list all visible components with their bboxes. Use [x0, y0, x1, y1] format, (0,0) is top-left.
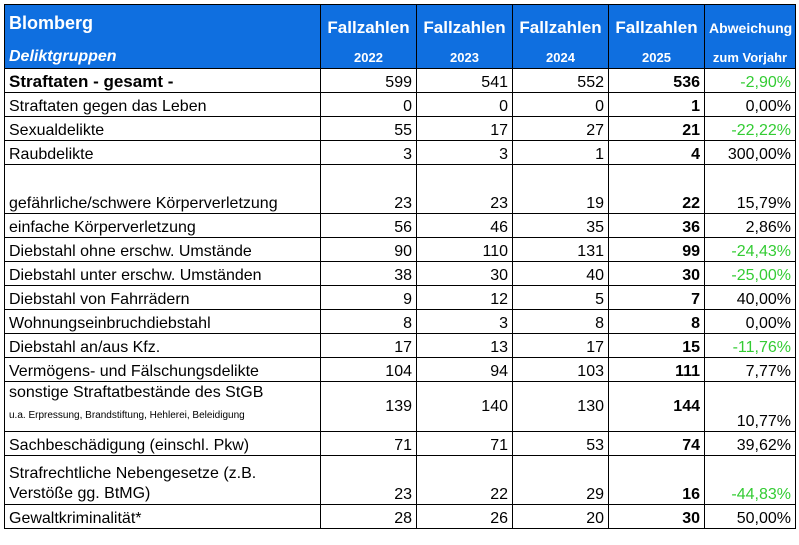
value-2022: 9: [321, 286, 417, 310]
value-2024: 103: [513, 358, 609, 382]
value-2024: 27: [513, 117, 609, 141]
row-label: Straftaten - gesamt -: [5, 69, 321, 93]
value-2024: 20: [513, 505, 609, 529]
value-2023: 3: [417, 310, 513, 334]
value-2025: 16: [609, 456, 705, 505]
table-row: [5, 141, 796, 165]
deviation: 15,79%: [705, 165, 796, 214]
value-2024: 5: [513, 286, 609, 310]
value-2022: 104: [321, 358, 417, 382]
row-label: [5, 382, 321, 432]
value-2023: 541: [417, 69, 513, 93]
table-row: [5, 286, 796, 310]
row-label: Diebstahl an/aus Kfz.: [5, 334, 321, 358]
value-2025: 144: [609, 382, 705, 432]
row-label: Vermögens- und Fälschungsdelikte: [5, 358, 321, 382]
row-label: einfache Körperverletzung: [5, 214, 321, 238]
value-2023: 140: [417, 382, 513, 432]
value-2025: 22: [609, 165, 705, 214]
value-2022: 0: [321, 93, 417, 117]
value-2022: 55: [321, 117, 417, 141]
table-row: [5, 238, 796, 262]
table-row: [5, 334, 796, 358]
deviation: -44,83%: [705, 456, 796, 505]
table-row: [5, 432, 796, 456]
value-2024: 17: [513, 334, 609, 358]
table-row: [5, 262, 796, 286]
table-header: [5, 5, 796, 69]
value-2022: 23: [321, 165, 417, 214]
row-label: Raubdelikte: [5, 141, 321, 165]
deviation: -25,00%: [705, 262, 796, 286]
row-label: Sachbeschädigung (einschl. Pkw): [5, 432, 321, 456]
value-2025: 7: [609, 286, 705, 310]
value-2022: 71: [321, 432, 417, 456]
value-2025: 30: [609, 505, 705, 529]
value-2023: 46: [417, 214, 513, 238]
value-2023: 94: [417, 358, 513, 382]
row-label: Gewaltkriminalität*: [5, 505, 321, 529]
value-2024: 53: [513, 432, 609, 456]
deviation: 2,86%: [705, 214, 796, 238]
value-2022: 599: [321, 69, 417, 93]
value-2024: 35: [513, 214, 609, 238]
row-label-note: u.a. Erpressung, Brandstiftung, Hehlerei, Beleidigung: [9, 410, 245, 421]
value-2022: 23: [321, 456, 417, 505]
year-2022: 2022: [321, 47, 417, 69]
table-row: [5, 93, 796, 117]
value-2025: 21: [609, 117, 705, 141]
value-2024: 1: [513, 141, 609, 165]
value-2025: 1: [609, 93, 705, 117]
deviation: 50,00%: [705, 505, 796, 529]
deviation: 39,62%: [705, 432, 796, 456]
value-2025: 4: [609, 141, 705, 165]
deviation: 0,00%: [705, 310, 796, 334]
table-row: [5, 165, 796, 214]
value-2024: 0: [513, 93, 609, 117]
dev-subheader: zum Vorjahr: [705, 47, 796, 69]
value-2025: 99: [609, 238, 705, 262]
value-2023: 26: [417, 505, 513, 529]
value-2023: 0: [417, 93, 513, 117]
value-2022: 17: [321, 334, 417, 358]
row-label: gefährliche/schwere Körperverletzung: [5, 165, 321, 214]
year-2025: 2025: [609, 47, 705, 69]
deviation: 10,77%: [705, 382, 796, 432]
table-row: [5, 456, 796, 505]
value-2025: 8: [609, 310, 705, 334]
col-header-fallzahlen-2022: Fallzahlen: [321, 5, 417, 47]
row-label-main: sonstige Straftatbestände des StGB: [9, 384, 264, 401]
col-header-fallzahlen-2023: Fallzahlen: [417, 5, 513, 47]
value-2023: 30: [417, 262, 513, 286]
value-2023: 23: [417, 165, 513, 214]
value-2025: 536: [609, 69, 705, 93]
deviation: -24,43%: [705, 238, 796, 262]
value-2023: 110: [417, 238, 513, 262]
row-label: Diebstahl unter erschw. Umständen: [5, 262, 321, 286]
table-row: [5, 214, 796, 238]
row-label: Wohnungseinbruchdiebstahl: [5, 310, 321, 334]
value-2022: 8: [321, 310, 417, 334]
value-2025: 74: [609, 432, 705, 456]
row-label: Diebstahl von Fahrrädern: [5, 286, 321, 310]
col-header-abweichung: Abweichung: [705, 5, 796, 47]
value-2023: 71: [417, 432, 513, 456]
deviation: 7,77%: [705, 358, 796, 382]
value-2023: 17: [417, 117, 513, 141]
table-row: [5, 69, 796, 93]
value-2024: 131: [513, 238, 609, 262]
table-title: Blomberg: [5, 5, 321, 47]
year-2023: 2023: [417, 47, 513, 69]
year-2024: 2024: [513, 47, 609, 69]
value-2024: 552: [513, 69, 609, 93]
table-row: [5, 505, 796, 529]
row-label: Diebstahl ohne erschw. Umstände: [5, 238, 321, 262]
deviation: -2,90%: [705, 69, 796, 93]
row-label: Straftaten gegen das Leben: [5, 93, 321, 117]
value-2024: 29: [513, 456, 609, 505]
value-2025: 30: [609, 262, 705, 286]
table-row: [5, 310, 796, 334]
value-2022: 3: [321, 141, 417, 165]
value-2022: 56: [321, 214, 417, 238]
value-2023: 13: [417, 334, 513, 358]
table-row: [5, 358, 796, 382]
value-2022: 28: [321, 505, 417, 529]
deviation: 300,00%: [705, 141, 796, 165]
col-header-fallzahlen-2025: Fallzahlen: [609, 5, 705, 47]
value-2025: 36: [609, 214, 705, 238]
crime-statistics-table: [4, 4, 796, 529]
table-body: [5, 69, 796, 529]
deviation: 40,00%: [705, 286, 796, 310]
value-2024: 130: [513, 382, 609, 432]
value-2023: 3: [417, 141, 513, 165]
value-2022: 90: [321, 238, 417, 262]
table-subtitle: Deliktgruppen: [5, 47, 321, 69]
deviation: -22,22%: [705, 117, 796, 141]
value-2023: 22: [417, 456, 513, 505]
row-label: Sexualdelikte: [5, 117, 321, 141]
value-2022: 139: [321, 382, 417, 432]
table-row: [5, 117, 796, 141]
value-2024: 40: [513, 262, 609, 286]
table-row: [5, 382, 796, 432]
row-label: Strafrechtliche Nebengesetze (z.B. Verstöße gg. BtMG): [5, 456, 321, 505]
value-2022: 38: [321, 262, 417, 286]
value-2025: 111: [609, 358, 705, 382]
value-2023: 12: [417, 286, 513, 310]
deviation: -11,76%: [705, 334, 796, 358]
value-2024: 8: [513, 310, 609, 334]
value-2024: 19: [513, 165, 609, 214]
value-2025: 15: [609, 334, 705, 358]
col-header-fallzahlen-2024: Fallzahlen: [513, 5, 609, 47]
deviation: 0,00%: [705, 93, 796, 117]
